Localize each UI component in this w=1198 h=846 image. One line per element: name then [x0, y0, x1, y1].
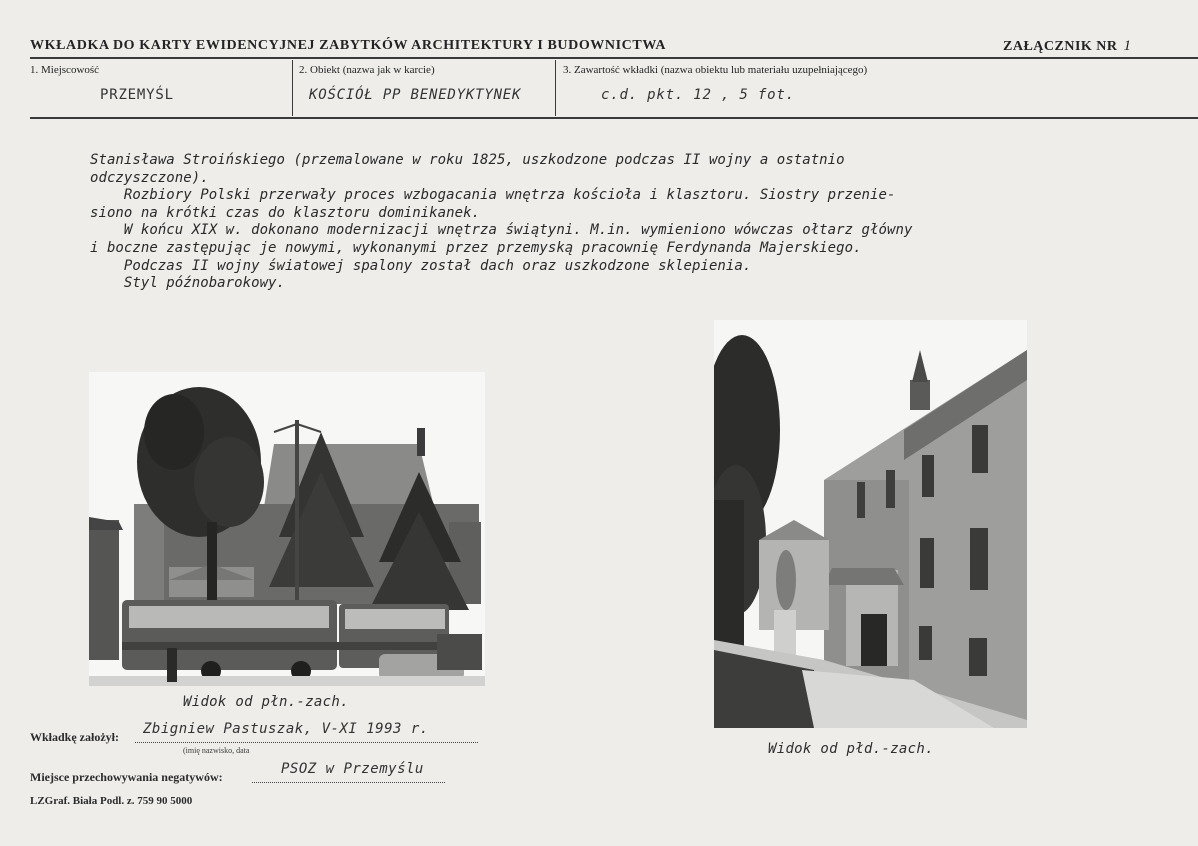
- object-label: 2. Obiekt (nazwa jak w karcie): [299, 64, 435, 76]
- negatives-value: PSOZ w Przemyślu: [281, 761, 424, 777]
- location-value: PRZEMYŚL: [100, 87, 174, 103]
- created-by-value: Zbigniew Pastuszak, V-XI 1993 r.: [143, 721, 429, 737]
- created-by-hint: (imię nazwisko, data: [183, 746, 250, 755]
- created-by-label: Wkładkę założył:: [30, 730, 119, 744]
- photo-church-south-west: [714, 320, 1027, 728]
- printer-info: LZGraf. Biała Podl. z. 759 90 5000: [30, 795, 193, 807]
- content-label: 3. Zawartość wkładki (nazwa obiektu lub materiału uzupełniającego): [563, 64, 868, 76]
- photo-church-north-west: [89, 372, 485, 686]
- field-divider: [292, 60, 293, 116]
- dotted-line: [252, 781, 445, 783]
- text-line: W końcu XIX w. dokonano modernizacji wnętrza świątyni. M.in. wymieniono wówczas ołtarz główny: [90, 222, 913, 239]
- content-value: c.d. pkt. 12 , 5 fot.: [601, 87, 795, 103]
- fields-rule: [30, 117, 1198, 119]
- text-line: Rozbiory Polski przerwały proces wzbogacania wnętrza kościoła i klasztoru. Siostry przenie-: [90, 187, 896, 204]
- attachment-number: [1003, 38, 1132, 55]
- field-divider: [555, 60, 556, 116]
- attachment-label: ZAŁĄCZNIK NR: [1003, 39, 1118, 54]
- object-value: KOŚCIÓŁ PP BENEDYKTYNEK: [309, 87, 522, 103]
- text-line: odczyszczone).: [90, 169, 209, 186]
- left-photo-caption: Widok od płn.-zach.: [183, 694, 349, 710]
- header-rule: [30, 57, 1198, 59]
- text-line: Styl późnobarokowy.: [90, 275, 286, 292]
- negatives-label: Miejsce przechowywania negatywów:: [30, 770, 223, 784]
- text-line: Stanisława Stroińskiego (przemalowane w roku 1825, uszkodzone podczas II wojny a ostatnio: [90, 152, 845, 168]
- church-bus-photo: [89, 372, 485, 686]
- right-photo-caption: Widok od płd.-zach.: [768, 741, 934, 757]
- document-title: WKŁADKA DO KARTY EWIDENCYJNEJ ZABYTKÓW ARCHITEKTURY I BUDOWNICTWA: [30, 38, 667, 53]
- dotted-line: [135, 741, 478, 743]
- text-line: siono na krótki czas do klasztoru dominikanek.: [90, 204, 481, 221]
- text-line: Podczas II wojny światowej spalony został dach oraz uszkodzone sklepienia.: [90, 257, 752, 274]
- description-text: [90, 152, 1130, 293]
- attachment-number-value: 1: [1123, 38, 1132, 54]
- text-line: i boczne zastępując je nowymi, wykonanymi przez przemyską pracownię Ferdynanda Majerskiego.: [90, 239, 862, 256]
- monastery-courtyard-photo: [714, 320, 1027, 728]
- location-label: 1. Miejscowość: [30, 64, 100, 76]
